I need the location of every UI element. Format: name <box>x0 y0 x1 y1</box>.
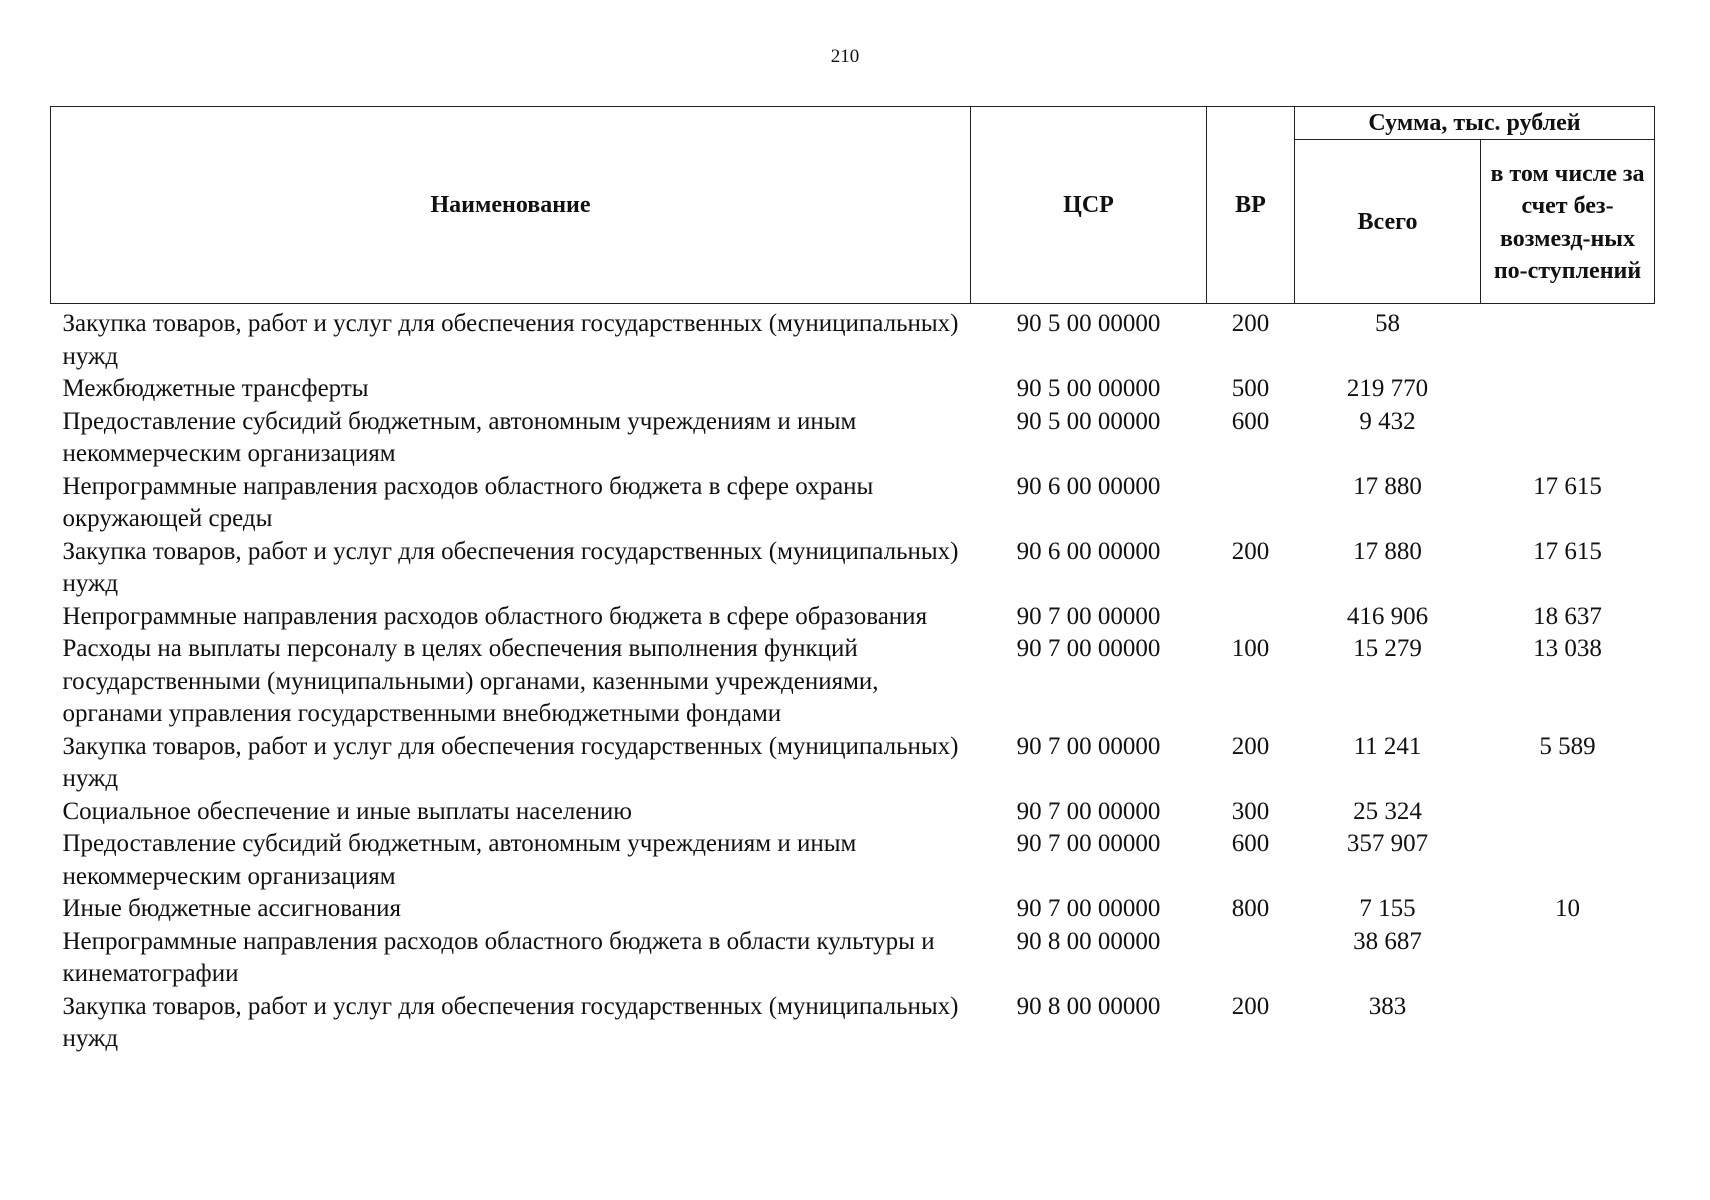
table-header <box>51 107 1655 304</box>
row-total: 416 906 <box>1346 602 1429 630</box>
row-vr: 200 <box>1231 310 1270 337</box>
row-free-receipts <box>1481 373 1655 406</box>
table-row <box>51 926 1655 991</box>
row-vr: 200 <box>1231 537 1270 565</box>
row-name: Закупка товаров, работ и услуг для обеспечения государственных (муниципальных) нужд <box>62 537 959 597</box>
row-code: 90 7 00 00000 <box>1016 635 1161 662</box>
row-name: Непрограммные направления расходов областного бюджета в области культуры и кинематографии <box>62 927 935 987</box>
row-vr: 600 <box>1231 830 1270 857</box>
row-code: 90 5 00 00000 <box>1016 407 1161 435</box>
row-free-receipts: 17 615 <box>1533 472 1602 500</box>
row-code: 90 8 00 00000 <box>1016 927 1161 955</box>
row-vr <box>1207 471 1295 536</box>
table-row <box>51 601 1655 634</box>
row-free-receipts: 18 637 <box>1533 602 1602 630</box>
page-number: 210 <box>830 46 860 67</box>
row-vr <box>1207 601 1295 634</box>
row-name: Непрограммные направления расходов областного бюджета в сфере охраны окружающей среды <box>62 472 874 532</box>
row-free-receipts: 5 589 <box>1539 732 1596 760</box>
row-name: Расходы на выплаты персоналу в целях обеспечения выполнения функций государственными (муниципальными) органами, казенными учреждениями, органами управления государственными внебюджетными фондами <box>62 635 879 727</box>
row-vr: 200 <box>1231 732 1270 760</box>
header-total: Всего <box>1295 140 1481 304</box>
row-free-receipts <box>1481 926 1655 991</box>
row-total: 25 324 <box>1353 797 1422 825</box>
row-name: Иные бюджетные ассигнования <box>62 895 402 922</box>
row-total: 7 155 <box>1359 895 1416 922</box>
row-code: 90 5 00 00000 <box>1016 375 1161 402</box>
table-row <box>51 796 1655 829</box>
row-total: 357 907 <box>1346 830 1429 857</box>
table-row <box>51 304 1655 374</box>
table-body <box>51 304 1655 1056</box>
row-total: 9 432 <box>1359 407 1416 435</box>
row-name: Закупка товаров, работ и услуг для обеспечения государственных (муниципальных) нужд <box>62 310 959 370</box>
row-total: 219 770 <box>1346 375 1429 402</box>
table-row <box>51 406 1655 471</box>
row-free-receipts: 17 615 <box>1533 537 1602 565</box>
table-row <box>51 633 1655 731</box>
table-row <box>51 893 1655 926</box>
row-vr: 300 <box>1231 797 1270 825</box>
header-sum-group: Сумма, тыс. рублей <box>1295 107 1655 140</box>
row-code: 90 5 00 00000 <box>1016 310 1161 337</box>
table-row <box>51 731 1655 796</box>
table-row <box>51 373 1655 406</box>
row-name: Закупка товаров, работ и услуг для обеспечения государственных (муниципальных) нужд <box>62 732 959 792</box>
row-total: 38 687 <box>1353 927 1422 955</box>
table-row <box>51 991 1655 1056</box>
table-row <box>51 471 1655 536</box>
row-free-receipts: 13 038 <box>1533 635 1602 662</box>
header-code: ЦСР <box>971 107 1207 304</box>
row-free-receipts <box>1481 406 1655 471</box>
header-name: Наименование <box>51 107 971 304</box>
budget-table <box>50 106 1655 1056</box>
row-total: 17 880 <box>1353 472 1422 500</box>
row-name: Предоставление субсидий бюджетным, автономным учреждениям и иным некоммерческим организациям <box>62 407 857 467</box>
row-free-receipts <box>1481 796 1655 829</box>
row-code: 90 7 00 00000 <box>1016 732 1161 760</box>
table-row <box>51 536 1655 601</box>
row-total: 17 880 <box>1353 537 1422 565</box>
row-code: 90 8 00 00000 <box>1016 992 1161 1020</box>
row-code: 90 7 00 00000 <box>1016 895 1161 922</box>
row-name: Непрограммные направления расходов областного бюджета в сфере образования <box>62 602 928 630</box>
row-total: 11 241 <box>1353 732 1422 760</box>
table-row <box>51 828 1655 893</box>
row-name: Закупка товаров, работ и услуг для обеспечения государственных (муниципальных) нужд <box>62 992 959 1052</box>
row-vr: 200 <box>1231 992 1270 1020</box>
row-name: Межбюджетные трансферты <box>62 375 369 402</box>
row-total: 58 <box>1375 310 1400 337</box>
row-free-receipts <box>1481 991 1655 1056</box>
row-vr <box>1207 926 1295 991</box>
row-free-receipts <box>1481 304 1655 374</box>
row-name: Предоставление субсидий бюджетным, автономным учреждениям и иным некоммерческим организациям <box>62 830 857 890</box>
row-vr: 100 <box>1231 635 1270 662</box>
header-free-receipts: в том числе за счет без-возмезд-ных по-ступлений <box>1481 140 1655 304</box>
row-name: Социальное обеспечение и иные выплаты населению <box>62 797 632 825</box>
row-total: 15 279 <box>1353 635 1422 662</box>
row-code: 90 7 00 00000 <box>1016 830 1161 857</box>
row-free-receipts: 10 <box>1555 895 1580 922</box>
row-code: 90 6 00 00000 <box>1016 472 1161 500</box>
row-total: 383 <box>1368 992 1407 1020</box>
header-vr: ВР <box>1207 107 1295 304</box>
row-code: 90 7 00 00000 <box>1016 797 1161 825</box>
row-vr: 500 <box>1231 375 1270 402</box>
row-vr: 600 <box>1231 407 1270 435</box>
row-code: 90 7 00 00000 <box>1016 602 1161 630</box>
row-free-receipts <box>1481 828 1655 893</box>
row-code: 90 6 00 00000 <box>1016 537 1161 565</box>
row-vr: 800 <box>1231 895 1270 922</box>
